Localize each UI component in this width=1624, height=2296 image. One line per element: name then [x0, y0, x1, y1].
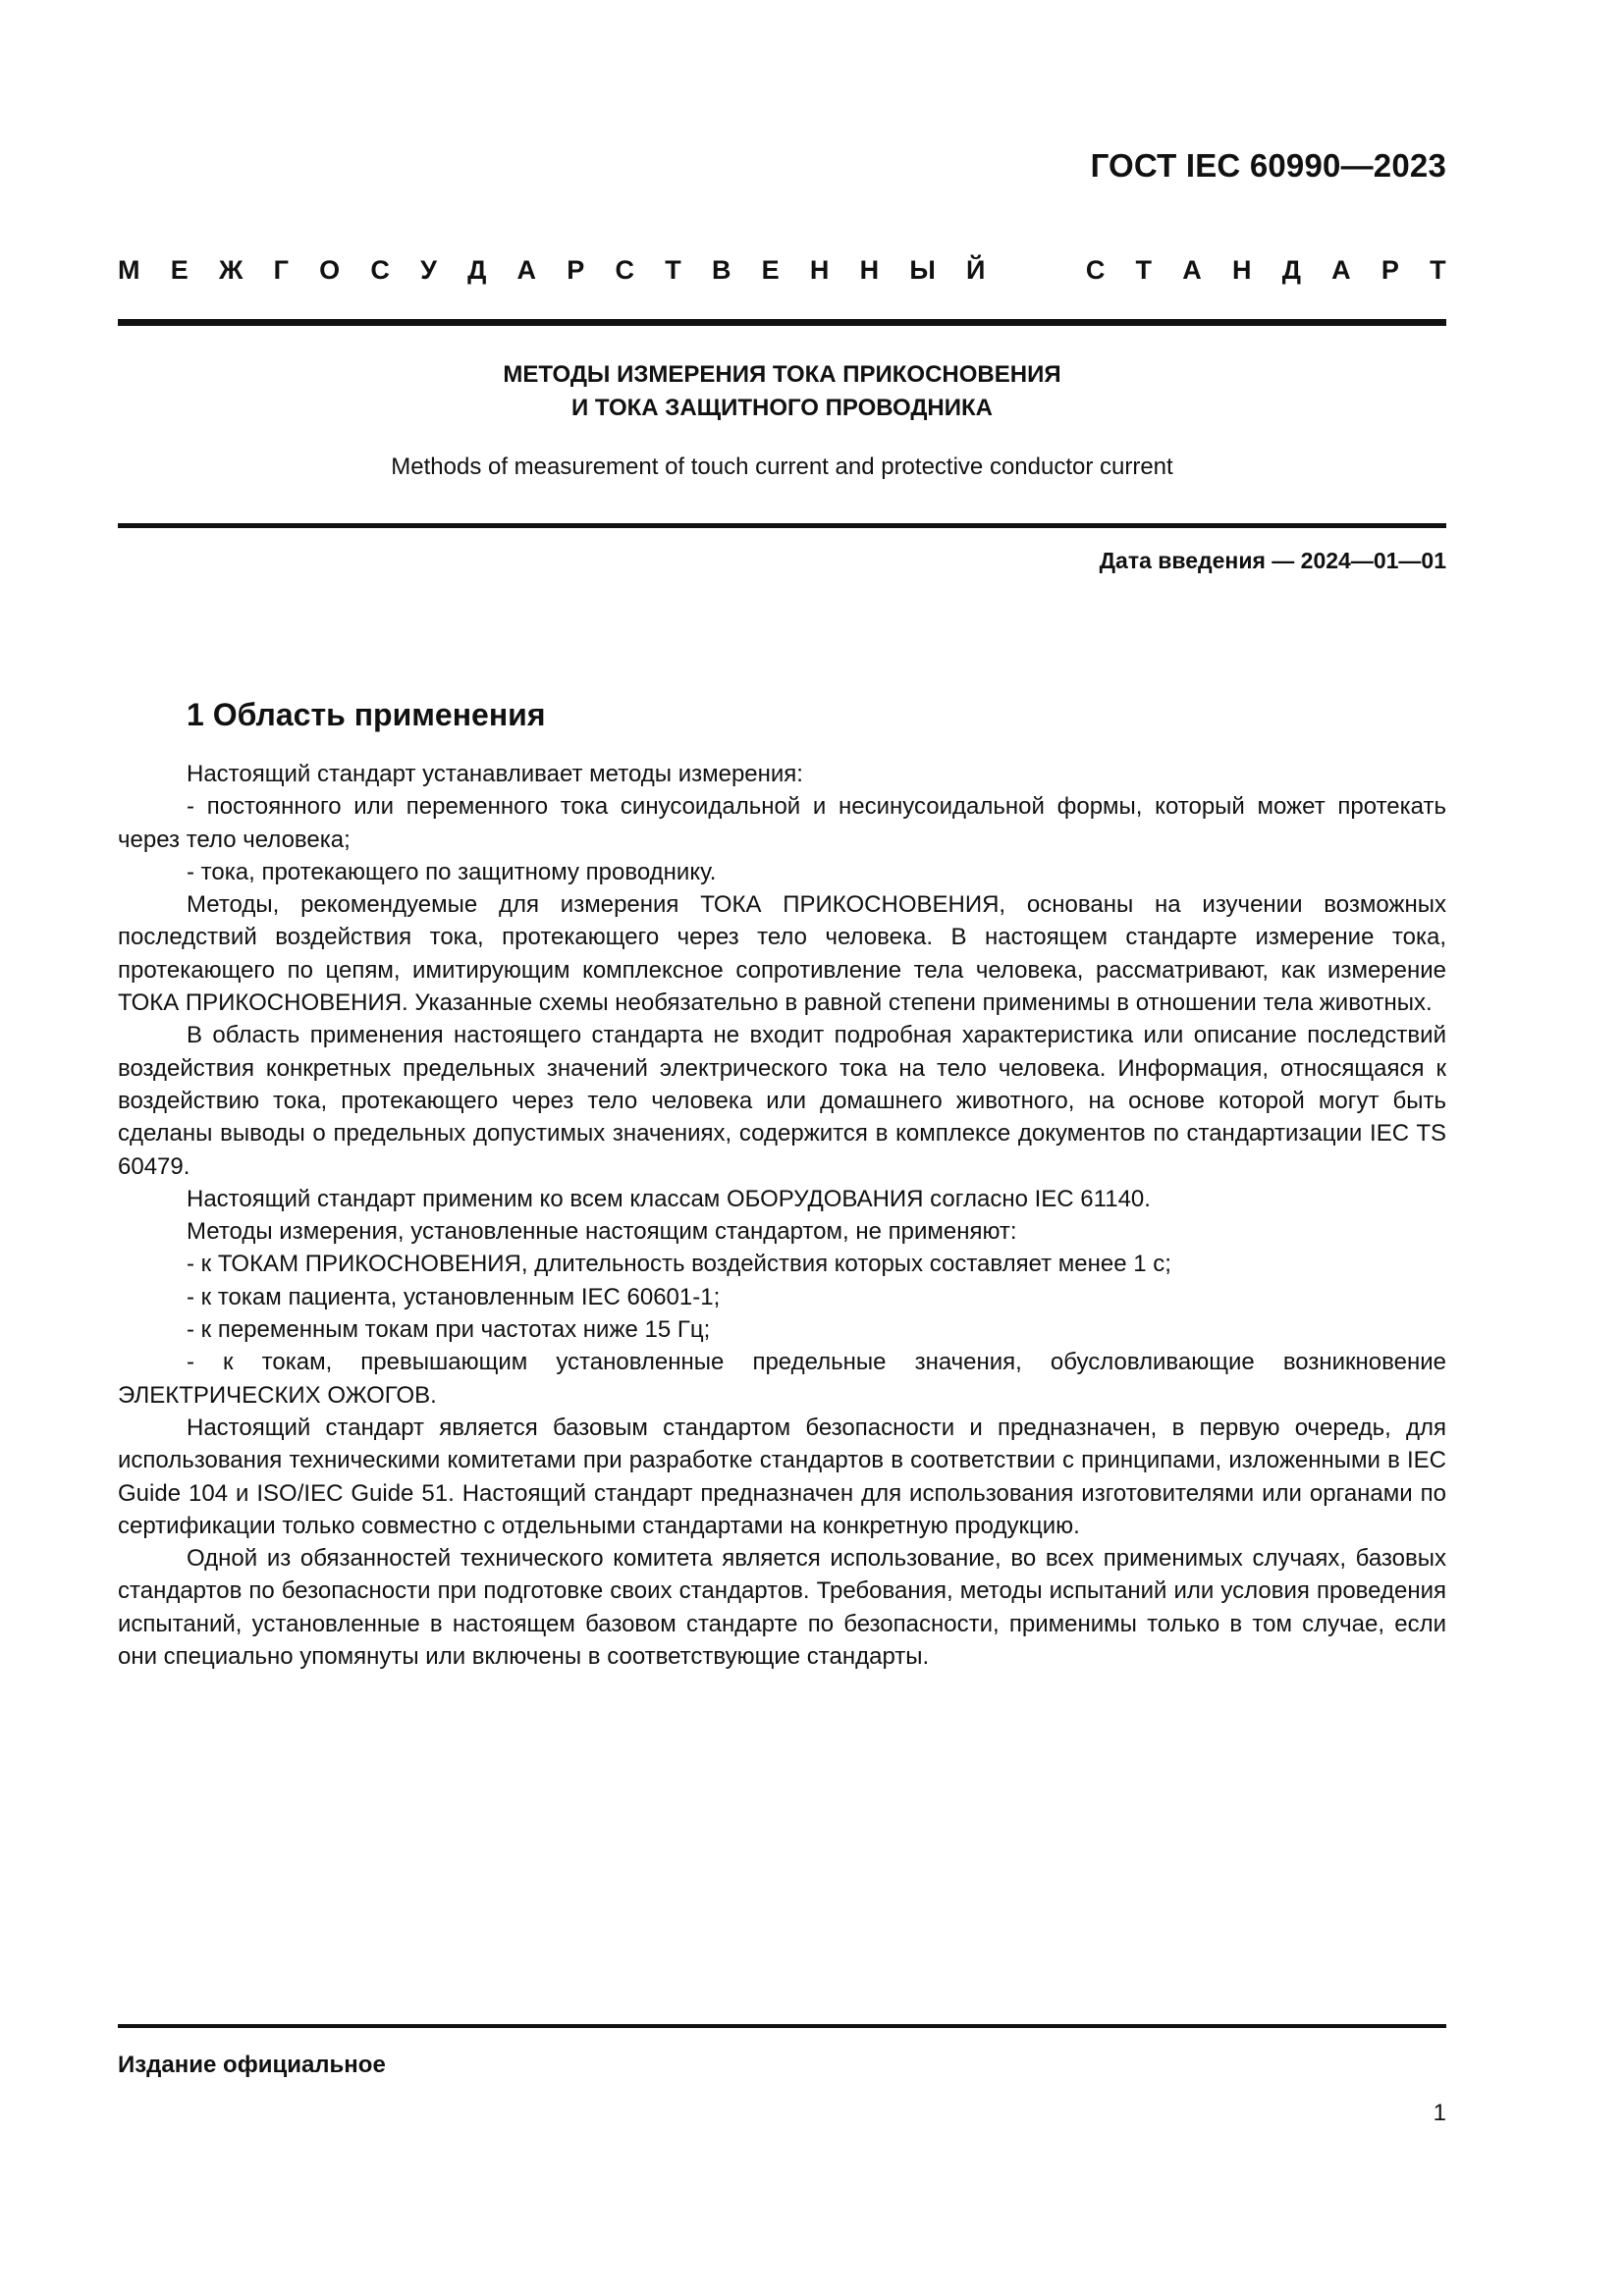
- interstate-letter: А: [1182, 255, 1202, 285]
- interstate-letter: Г: [273, 255, 289, 285]
- interstate-standard-label: [118, 255, 1446, 286]
- paragraph: В область применения настоящего стандарта не входит подробная характеристика или описание последствий воздействия конкретных предельных значений электрического тока на тело человека. Информация, относящаяся к воздействию тока, протекающего через тело человека или домашнего животного, на основе которой могут быть сделаны выводы о предельных допустимых значениях, содержится в комплексе документов по стандартизации IEC TS 60479.: [118, 1022, 1446, 1180]
- list-item: - к токам пациента, установленным IEC 60601-1;: [187, 1283, 721, 1310]
- title-english: Methods of measurement of touch current and protective conductor current: [391, 454, 1173, 480]
- interstate-letter: В: [711, 255, 731, 285]
- interstate-letter: А: [516, 255, 537, 285]
- interstate-letter: С: [370, 255, 390, 285]
- interstate-letter: С: [1085, 255, 1106, 285]
- interstate-letter: Н: [809, 255, 830, 285]
- interstate-letter: Ж: [218, 255, 244, 285]
- paragraph: Методы, рекомендуемые для измерения ТОКА ПРИКОСНОВЕНИЯ, основаны на изучении возможных последствий воздействия тока, протекающего через тело человека. В настоящем стандарте измерение тока, протекающего по цепям, имитирующим комплексное сопротивление тела человека, рассматривают, как измерение ТОКА ПРИКОСНОВЕНИЯ. Указанные схемы необязательно в равной степени применимы в отношении тела животных.: [118, 891, 1446, 1017]
- interstate-letter: Р: [1380, 255, 1399, 285]
- edition-label: Издание официальное: [118, 2052, 386, 2078]
- paragraph: Методы измерения, установленные настоящим стандартом, не применяют:: [187, 1218, 1017, 1246]
- interstate-letter: Д: [467, 255, 487, 285]
- section-body: [118, 758, 1446, 1673]
- interstate-letter: Д: [1281, 255, 1301, 285]
- title-line-2: И ТОКА ЗАЩИТНОГО ПРОВОДНИКА: [570, 395, 993, 421]
- list-item: - к ТОКАМ ПРИКОСНОВЕНИЯ, длительность воздействия которых составляет менее 1 с;: [187, 1251, 1171, 1278]
- list-item: - к переменным токам при частотах ниже 15 Гц;: [187, 1316, 711, 1344]
- paragraph: Настоящий стандарт является базовым стандартом безопасности и предназначен, в первую очередь, для использования техническими комитетами при разработке стандартов в соответствии с принципами, изложенными в IEC Guide 104 и ISO/IEC Guide 51. Настоящий стандарт предназначен для использования изготовителями или органами по сертификации только совместно с отдельными стандартами на конкретную продукцию.: [118, 1414, 1446, 1539]
- paragraph: Настоящий стандарт устанавливает методы измерения:: [187, 761, 803, 787]
- interstate-letter: Е: [170, 255, 189, 285]
- header-rule: [118, 319, 1446, 326]
- paragraph: Настоящий стандарт применим ко всем классам ОБОРУДОВАНИЯ согласно IEC 61140.: [187, 1185, 1151, 1212]
- interstate-letter: Т: [665, 255, 681, 285]
- interstate-letter: У: [420, 255, 437, 285]
- introduction-date: Дата введения — 2024—01—01: [1099, 548, 1446, 573]
- interstate-letter: Н: [1231, 255, 1252, 285]
- interstate-letter: Ы: [909, 255, 936, 285]
- interstate-letter: Р: [567, 255, 585, 285]
- section-heading: 1 Область применения: [187, 697, 546, 732]
- list-item: - постоянного или переменного тока синусоидальной и несинусоидальной формы, который может протекать через тело человека;: [118, 793, 1446, 853]
- title-line-1: МЕТОДЫ ИЗМЕРЕНИЯ ТОКА ПРИКОСНОВЕНИЯ: [503, 361, 1061, 388]
- title-rule: [118, 523, 1446, 528]
- interstate-letter: Т: [1430, 255, 1446, 285]
- interstate-letter: С: [615, 255, 634, 285]
- page-number: 1: [1433, 2100, 1446, 2126]
- interstate-letter: О: [319, 255, 341, 285]
- list-item: - к токам, превышающим установленные предельные значения, обусловливающие возникновение ЭЛЕКТРИЧЕСКИХ ОЖОГОВ.: [118, 1349, 1446, 1409]
- footer-rule: [118, 2024, 1446, 2028]
- interstate-letter: М: [118, 255, 140, 285]
- paragraph: Одной из обязанностей технического комитета является использование, во всех применимых случаях, базовых стандартов по безопасности при подготовке своих стандартов. Требования, методы испытаний или условия проведения испытаний, установленные в настоящем базовом стандарте по безопасности, применимы только в том случае, если они специально упомянуты или включены в соответствующие стандарты.: [118, 1545, 1446, 1671]
- interstate-letter: Н: [859, 255, 880, 285]
- interstate-letter: Е: [761, 255, 780, 285]
- list-item: - тока, протекающего по защитному проводнику.: [187, 858, 717, 885]
- interstate-letter: Т: [1135, 255, 1153, 285]
- interstate-letter: Й: [965, 255, 986, 285]
- word-gap: [1016, 255, 1056, 286]
- title-russian: [118, 358, 1446, 425]
- interstate-letter: А: [1331, 255, 1351, 285]
- document-code: ГОСТ IEC 60990—2023: [1090, 147, 1446, 184]
